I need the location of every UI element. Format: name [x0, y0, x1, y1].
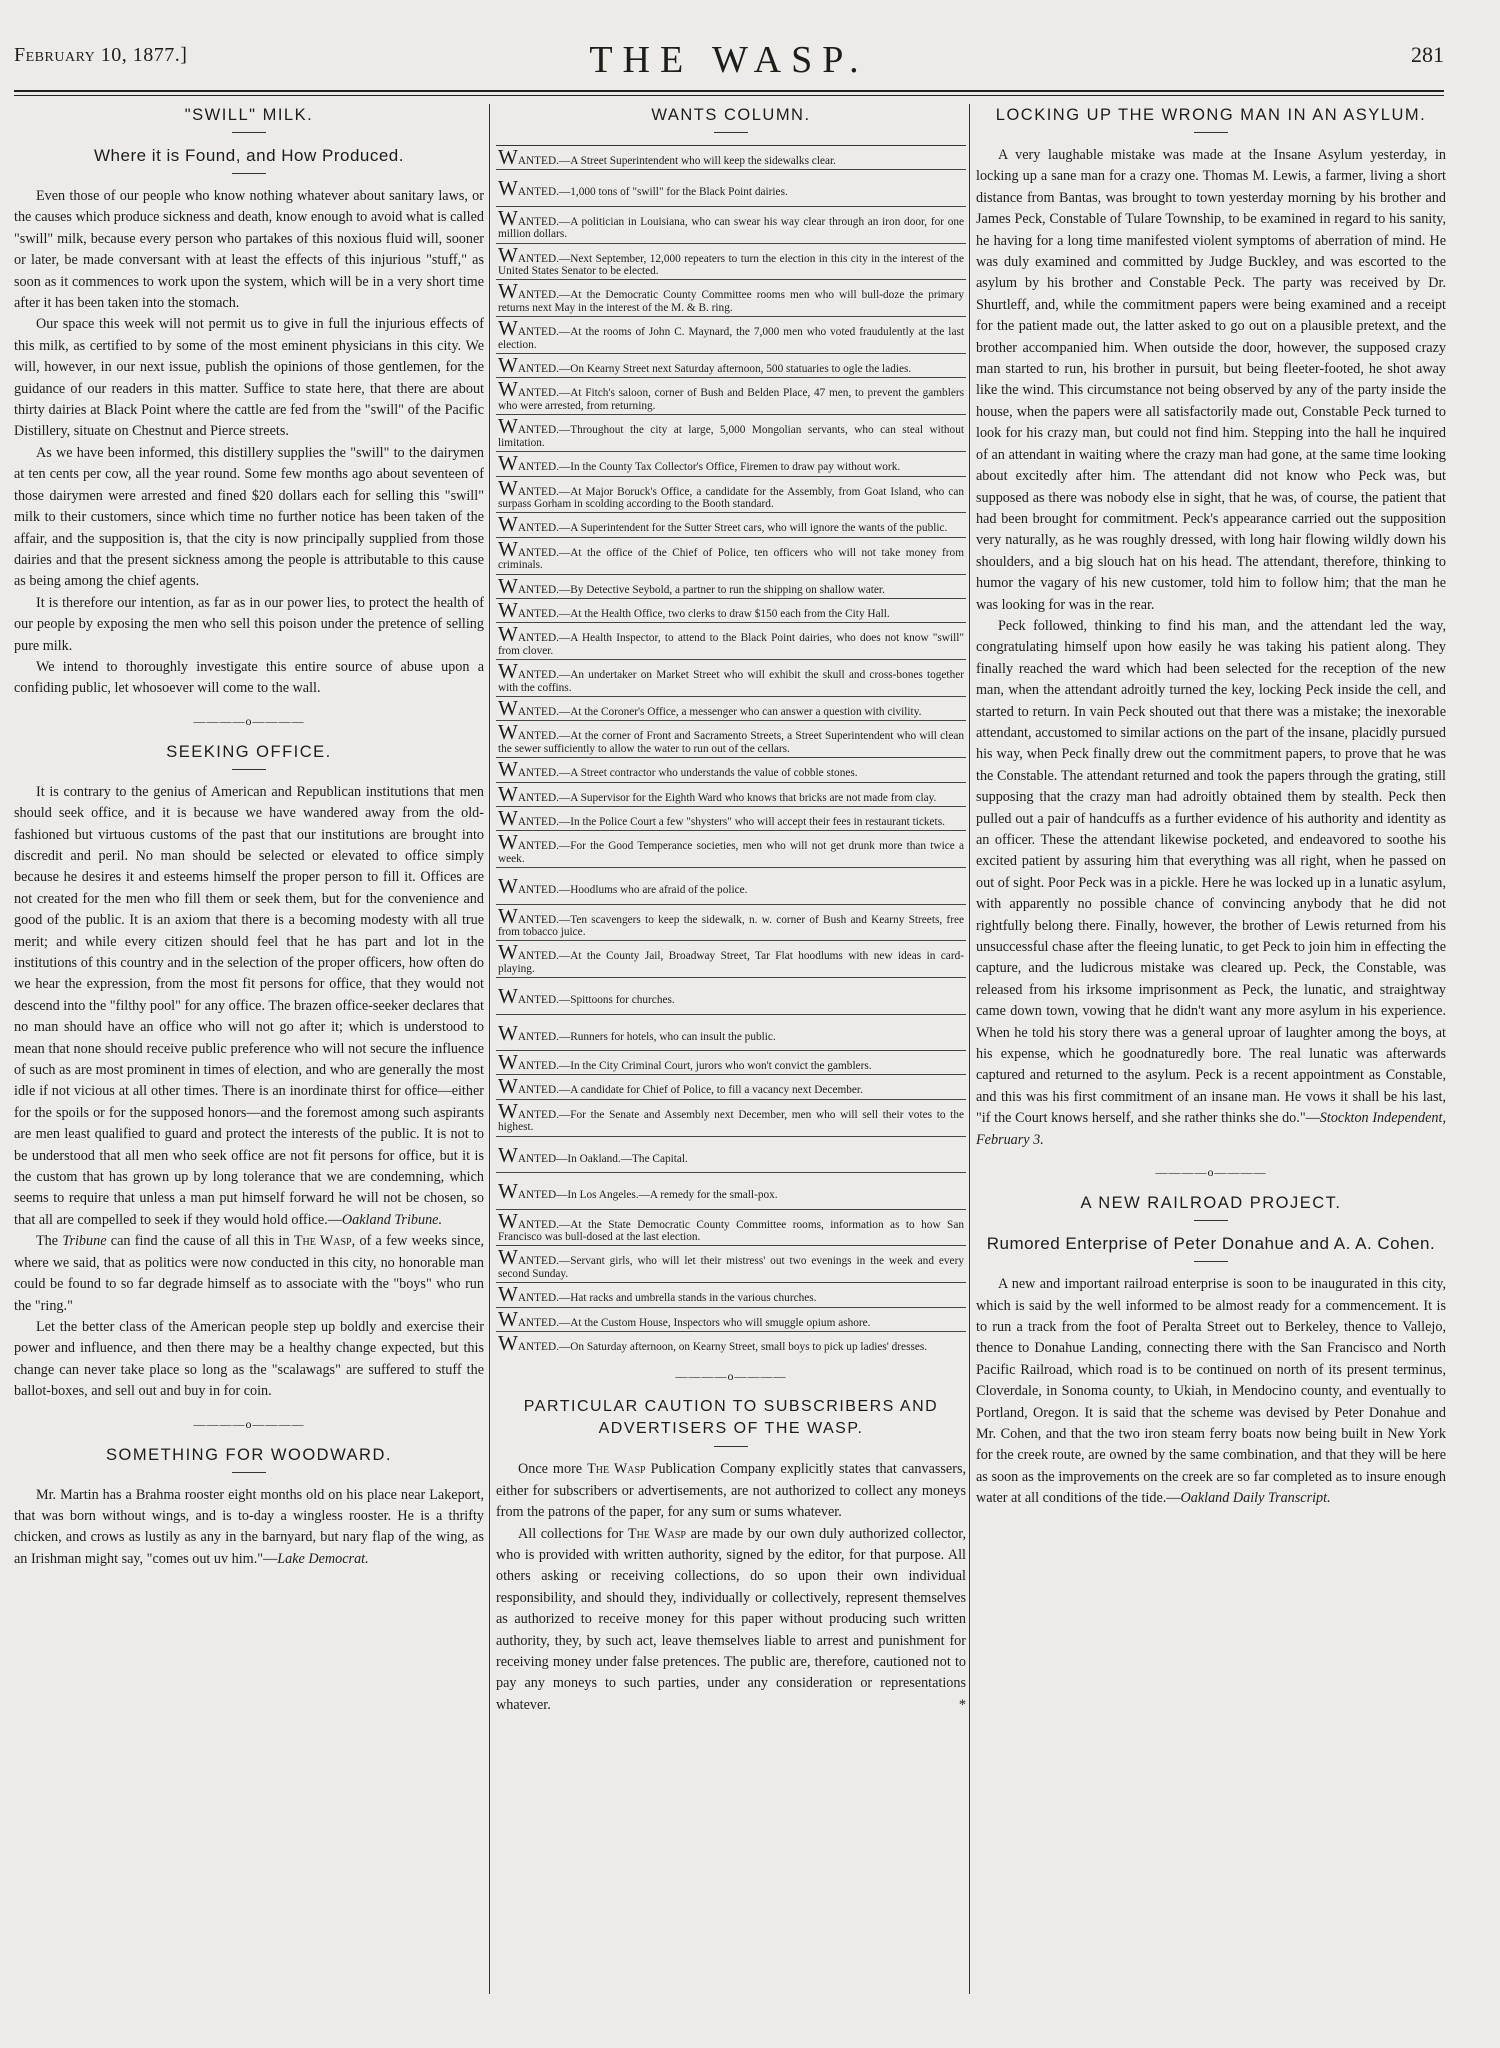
paragraph: As we have been informed, this distillery supplies the "swill" to the dairymen at ten cents per cow, all the year round. Some few months ago about seventeen of those dairymen were arrested and fined $20 dollars each for selling this "swill" milk to their customers, since which time no further notice has been taken of the affair, and the supposition is, that the city is now principally supplied from those dairies and that the present sickness among the people is attributable to this cause as being among the chief agents. [14, 444, 484, 590]
want-ad: WANTED.—For the Senate and Assembly next December, men who will sell their votes to the highest. [496, 1100, 966, 1137]
title-rule [714, 132, 748, 133]
want-ad: WANTED.—At the rooms of John C. Maynard, the 7,000 men who voted fraudulently at the last election. [496, 317, 966, 354]
asterisk-mark: * [958, 1696, 966, 1713]
want-ad: WANTED.—An undertaker on Market Street who will exhibit the skull and cross-bones together with the coffins. [496, 660, 966, 697]
seeking-office-article [14, 741, 484, 1403]
article-title: A NEW RAILROAD PROJECT. [1080, 1194, 1342, 1213]
want-ad: WANTED.—A Street Superintendent who will keep the sidewalks clear. [496, 146, 966, 170]
want-ad: WANTED.—At the Democratic County Committee rooms men who will bull-doze the primary returns next May in the interest of the M. & B. ring. [496, 280, 966, 317]
want-ad: WANTED—In Oakland.—The Capital. [496, 1137, 966, 1173]
middle-column [496, 104, 966, 2004]
paragraph [976, 616, 1446, 1151]
issue-date: February 10, 1877.] [14, 44, 188, 66]
want-ad: WANTED.—At Major Boruck's Office, a candidate for the Assembly, from Goat Island, who can surpass Gorham in scolding according to the Booth standard. [496, 477, 966, 514]
source-credit: Lake Democrat. [277, 1550, 369, 1567]
want-ad: WANTED.—At the Health Office, two clerks to draw $150 each from the City Hall. [496, 599, 966, 623]
page-number: 281 [1411, 42, 1444, 67]
want-ad: WANTED.—At the County Jail, Broadway Street, Tar Flat hoodlums with new ideas in card-playing. [496, 941, 966, 978]
title-rule [232, 769, 266, 770]
article-title: "SWILL" MILK. [184, 106, 314, 124]
column-rule [489, 104, 490, 1994]
paragraph: A very laughable mistake was made at the Insane Asylum yesterday, in locking up a sane man for a crazy one. Thomas M. Lewis, a farmer, living a short distance from Bantas, was brought to town yesterday morning by his brother and James Peck, Constable of Tulare Township, to be examined in regard to his sanity, he having for a long time manifested violent symptoms of aberration of mind. He was duly examined and committed by Judge Buckley, and was escorted to the asylum by his brother and Constable Peck. The party was received by Dr. Shurtleff, and, while the commitment papers were being examined and a receipt for the patient made out, the latter asked to go out on a plausible pretext, and the brother accompanied him. When outside the door, however, the supposed crazy man started to run, his brother in pursuit, but being fleeter-footed, he shot away like the wind. This circumstance not being observed by any of the party inside the house, when the papers were all satisfactorily made out, Constable Peck turned to look for his crazy man, but could not find him. Stepping into the hall he inquired of an attendant in waiting where the crazy man had gone, at the same time looking about excitedly after him. The attendant did not know who Peck was, but supposed as there was nobody else in sight, that he was, of course, the patient that had been brought for commitment. Peck's appearance carried out the supposition very naturally, as he was roughly dressed, with long hair flowing wildly down his shoulders, and a big slouch hat on his head. The attendant, therefore, thinking to humor the vagary of his new customer, told him to follow him; that the man he was looking for was in the rear. [976, 147, 1446, 613]
paragraph [976, 1274, 1446, 1509]
article-subtitle: Rumored Enterprise of Peter Donahue and A. A. Cohen. [986, 1234, 1436, 1254]
want-ad: WANTED.—In the County Tax Collector's Office, Firemen to draw pay without work. [496, 452, 966, 476]
paragraph: We intend to thoroughly investigate this entire source of abuse upon a confiding public, let whosoever will come to the wall. [14, 658, 484, 697]
article-title: LOCKING UP THE WRONG MAN IN AN ASYLUM. [995, 106, 1427, 124]
paragraph: It is therefore our intention, as far as in our power lies, to protect the health of our people by exposing the men who sell this poison under the pretence of selling pure milk. [14, 594, 484, 654]
want-ad: WANTED.—A Health Inspector, to attend to the Black Point dairies, who does not know "swill" from clover. [496, 623, 966, 660]
text-run: All collections for [518, 1525, 624, 1542]
section-separator: ————o———— [193, 1416, 305, 1431]
paragraph [496, 1459, 966, 1523]
paragraph [14, 1485, 484, 1571]
swill-milk-article [14, 104, 484, 700]
paragraph: Our space this week will not permit us to give in full the injurious effects of this milk, as certified to by some of the most eminent physicians in this city. We will, however, in our next issue, publish the opinions of those gentlemen, for the guidance of our readers in this matter. Suffice to state here, that there are about thirty dairies at Black Point where the cattle are fed from the "swill" of the Pacific Distillery, situate on Chestnut and Pierce streets. [14, 316, 484, 440]
want-ad: WANTED.—Ten scavengers to keep the sidewalk, n. w. corner of Bush and Kearny Streets, free from tobacco juice. [496, 905, 966, 942]
article-title: PARTICULAR CAUTION TO SUBSCRIBERS AND ADVERTISERS OF THE WASP. [523, 1398, 939, 1438]
want-ad: WANTED.—Next September, 12,000 repeaters to turn the election in this city in the interest of the United States Senator to be elected. [496, 244, 966, 281]
want-ad: WANTED.—Servant girls, who will let their mistress' out two evenings in the week and every second Sunday. [496, 1246, 966, 1283]
want-ad: WANTED.—In the Police Court a few "shysters" who will accept their fees in restaurant tickets. [496, 807, 966, 831]
section-separator: ————o———— [193, 713, 305, 728]
want-ad: WANTED.—A Street contractor who understands the value of cobble stones. [496, 758, 966, 782]
source-credit: Stockton Independent, February 3. [976, 1110, 1446, 1148]
text-run: Publication Company explicitly states that canvassers, either for subscribers or advertisements, are not authorized to collect any moneys from the patrons of the paper, for any sum or sums whatever. [496, 1461, 966, 1521]
woodward-article [14, 1444, 484, 1571]
text-run: Once more [518, 1461, 583, 1478]
text-run: The [36, 1233, 59, 1250]
paper-name: The Wasp [587, 1461, 646, 1478]
want-ad: WANTED.—At the Coroner's Office, a messenger who can answer a question with civility. [496, 697, 966, 721]
want-ad: WANTED.—A Superintendent for the Sutter Street cars, who will ignore the wants of the public. [496, 513, 966, 537]
title-rule [232, 173, 266, 174]
article-title: WANTS COLUMN. [651, 106, 811, 124]
paragraph-text: It is contrary to the genius of American and Republican institutions that men should seek office, and it is because we have wandered away from the old-fashioned but virtuous customs of the past that our institutions are brought into discredit and peril. No man should be selected or elevated to office simply because he desires it and esteems himself the proper person to fill it. Offices are not created for the men who fill them or seek them, but for the convenience and good of the public. It is an axiom that there is a becoming modesty with all true merit; and while every citizen should feel that he has part and lot in the institutions of this country and in the selection of the proper officers, how often do we hear the expression, from the most fit persons for office, that they would not descend into the "filthy pool" for any office. The brazen office-seeker declares that no man should have an office who will not go after it; which is understood to mean that none should receive public preference who will not secure the influence of such as are most prominent in times of election, and who are generally the most idle if not vicious at all other times. There is an inordinate thirst for office—either for the spoils or for the supposed honors—and the foremost among such aspirants are men least qualified to guard and protect the interests of the public. It is not to be understood that all men who seek office are not fit persons for office, but it is the custom that has grown up by long tolerance that we are condemning, which seems to require that unless a man put himself forward he will not be chosen, so that all are compelled to seek if they would hold office.— [14, 783, 484, 1228]
masthead-rule-thin [14, 95, 1444, 96]
text-run: can find the cause of all this in [110, 1233, 290, 1250]
want-ad: WANTED.—On Saturday afternoon, on Kearny Street, small boys to pick up ladies' dresses. [498, 1330, 928, 1355]
want-ad: WANTED.—A candidate for Chief of Police, to fill a vacancy next December. [496, 1075, 966, 1099]
paper-name: Tribune [62, 1233, 107, 1250]
paper-name: The Wasp, [293, 1233, 356, 1250]
want-ad: WANTED.—Hoodlums who are afraid of the police. [496, 868, 966, 904]
wants-column [496, 104, 966, 1355]
want-ad: WANTED.—Runners for hotels, who can insult the public. [496, 1015, 966, 1051]
paper-name: The Wasp [627, 1525, 686, 1542]
source-credit: Oakland Daily Transcript. [1180, 1490, 1331, 1507]
asylum-article [976, 104, 1446, 1151]
want-ad: WANTED.—At the State Democratic County Committee rooms, information as to how San Francisco was bull-dosed at the last election. [496, 1210, 966, 1247]
want-ad: WANTED.—At the office of the Chief of Police, ten officers who will not take money from criminals. [496, 538, 966, 575]
paragraph-text: Mr. Martin has a Brahma rooster eight months old on his place near Lakeport, that was born without wings, and is to-day a wingless rooster. He is a thrifty chicken, and crows as lustily as any in the barnyard, but nary flap of the wing, as an Irishman might say, "comes out uv him."— [14, 1486, 484, 1567]
want-ad: WANTED.—Hat racks and umbrella stands in the various churches. [496, 1283, 966, 1307]
want-ad: WANTED.—At Fitch's saloon, corner of Bush and Belden Place, 47 men, to prevent the gamblers who were arrested, from returning. [496, 378, 966, 415]
title-rule [232, 132, 266, 133]
want-ad: WANTED.—A Supervisor for the Eighth Ward who knows that bricks are not made from clay. [496, 783, 966, 807]
section-separator: ————o———— [1155, 1165, 1267, 1180]
want-ad: WANTED.—By Detective Seybold, a partner to run the shipping on shallow water. [496, 575, 966, 599]
want-ad: WANTED.—At the corner of Front and Sacramento Streets, a Street Superintendent who will clean the sewer sufficiently to allow the water to run out of the cellars. [496, 721, 966, 758]
title-rule [714, 1446, 748, 1447]
paragraph: Let the better class of the American people step up boldly and exercise their power and influence, and then there may be a healthy change expected, but this change can never take place so long as the "scalawags" are suffered to stuff the ballot-boxes, and sell out and buy in for coin. [14, 1318, 484, 1400]
paragraph-text: A new and important railroad enterprise is soon to be inaugurated in this city, which is said by the well informed to be almost ready for a commencement. It is to run a track from the foot of Peralta Street out to Berkeley, thence to Vallejo, thence to Donahue Landing, connecting there with the San Francisco and North Pacific Railroad, which road is to be continued on north of its present terminus, Cloverdale, in Sonoma county, to Ukiah, in Mendocino county, and eventually to Portland, Oregon. It is said that the scheme was devised by Peter Donahue and Mr. Cohen, and that the two iron steam ferry boats now being built in New York for the creek route, are owned by the same combination, and that they will be here as soon as the improvements on the creek are so far completed as to insure enough water at all conditions of the tide.— [976, 1276, 1446, 1507]
column-rule [969, 104, 970, 1994]
right-column [976, 104, 1446, 2004]
wants-list [496, 145, 966, 1355]
paragraph [14, 782, 484, 1232]
paragraph [14, 1231, 484, 1317]
want-ad: WANTED.—At the Custom House, Inspectors who will smuggle opium ashore. [496, 1308, 966, 1332]
want-ad: WANTED.—For the Good Temperance societies, men who will not get drunk more than twice a week. [496, 831, 966, 868]
railroad-article [976, 1192, 1446, 1509]
title-rule [232, 1472, 266, 1473]
want-ad: WANTED.—On Kearny Street next Saturday afternoon, 500 statuaries to ogle the ladies. [496, 354, 966, 378]
masthead [14, 38, 1444, 81]
paragraph-text: Peck followed, thinking to find his man, and the attendant led the way, congratulating himself upon how easily he was taking his patient along. They finally reached the ward which had been selected for the reception of the new man, when the attendant adroitly turned the key, locking Peck inside the cell, and started to return. In vain Peck shouted out that there was a mistake; the inexorable attendant, accustomed to similar actions on the part of the insane, placidly pursued his way, when Peck finally drew out the commitment papers, to prove that he was the Constable. The attendant returned and took the papers through the grating, still supposing that the crazy man had adroitly obtained them by stealth. Peck then pulled out a pair of handcuffs as a further evidence of his authority and identity as an officer. These the attendant likewise pocketed, and endeavored to soothe his excited patient by assuring him that everything was all right, when he passed on out of sight. Poor Peck was in a pickle. Here he was locked up in a lunatic asylum, with apparently no possible chance of convincing anybody that he did not rightfully belong there. Finally, however, the brother of Lewis returned from his unsuccessful chase after the fleeing lunatic, to get Peck to join him in effecting the capture, and the ludicrous mistake was cleared up. Peck, the Constable, was released from his irksome imprisonment as Peck, the lunatic, and straightway came down town, vowing that he didn't want any more asylum in his experience. When he told his story there was a general uproar of laughter among the boys, at his expense, which he goodnaturedly bore. The real lunatic was afterwards captured and returned to the asylum. Peck is a recent appointment as Constable, and this was his first commitment of an insane man. He vows it shall be his last, "if the Court knows herself, and she rather thinks she do."— [976, 617, 1446, 1127]
want-ad: WANTED—In Los Angeles.—A remedy for the small-pox. [496, 1173, 966, 1209]
masthead-rule [14, 90, 1444, 92]
want-ad: WANTED.—1,000 tons of "swill" for the Black Point dairies. [496, 170, 966, 206]
article-subtitle: Where it is Found, and How Produced. [94, 146, 404, 165]
paragraph [496, 1524, 966, 1717]
article-title: SOMETHING FOR WOODWARD. [106, 1445, 392, 1464]
text-run: of a few weeks since, where we said, that as politics were now conducted in this city, no honorable man could be found to so far degrade himself as to associate with the "boys" who run the "ring." [14, 1233, 484, 1314]
text-run: are made by our own duly authorized collector, who is provided with written authority, signed by the editor, for that purpose. All others asking or receiving collections, do so upon their own individual responsibility, and should they, individually or collectively, represent themselves as authorized to receive money for this paper without producing such written authority, they, by such act, leave themselves liable to arrest and punishment for receiving money under false pretences. The public are, therefore, cautioned not to pay any moneys to such parties, under any consideration or representations whatever. [496, 1525, 966, 1713]
caution-notice [496, 1396, 966, 1716]
title-rule [1194, 1261, 1228, 1262]
left-column [14, 104, 484, 2004]
newspaper-title: THE WASP. [589, 39, 869, 81]
want-ad: WANTED.—In the City Criminal Court, jurors who won't convict the gamblers. [496, 1051, 966, 1075]
want-ad: WANTED.—Throughout the city at large, 5,000 Mongolian servants, who can steal without limitation. [496, 415, 966, 452]
section-separator: ————o———— [675, 1369, 787, 1384]
want-ad: WANTED.—A politician in Louisiana, who can swear his way clear through an iron door, for one million dollars. [496, 207, 966, 244]
title-rule [1194, 132, 1228, 133]
source-credit: Oakland Tribune. [341, 1211, 443, 1228]
title-rule [1194, 1220, 1228, 1221]
article-title: SEEKING OFFICE. [166, 742, 332, 761]
want-ad: WANTED.—Spittoons for churches. [496, 978, 966, 1014]
paragraph: Even those of our people who know nothing whatever about sanitary laws, or the causes which produce sickness and death, know enough to avoid what is called "swill" milk, because every person who partakes of this noxious fluid will, sooner or later, be made conversant with at least the effects of this injurious "stuff," as soon as it commences to work upon the system, which will be in a very short time after it has been taken into the stomach. [14, 188, 484, 312]
